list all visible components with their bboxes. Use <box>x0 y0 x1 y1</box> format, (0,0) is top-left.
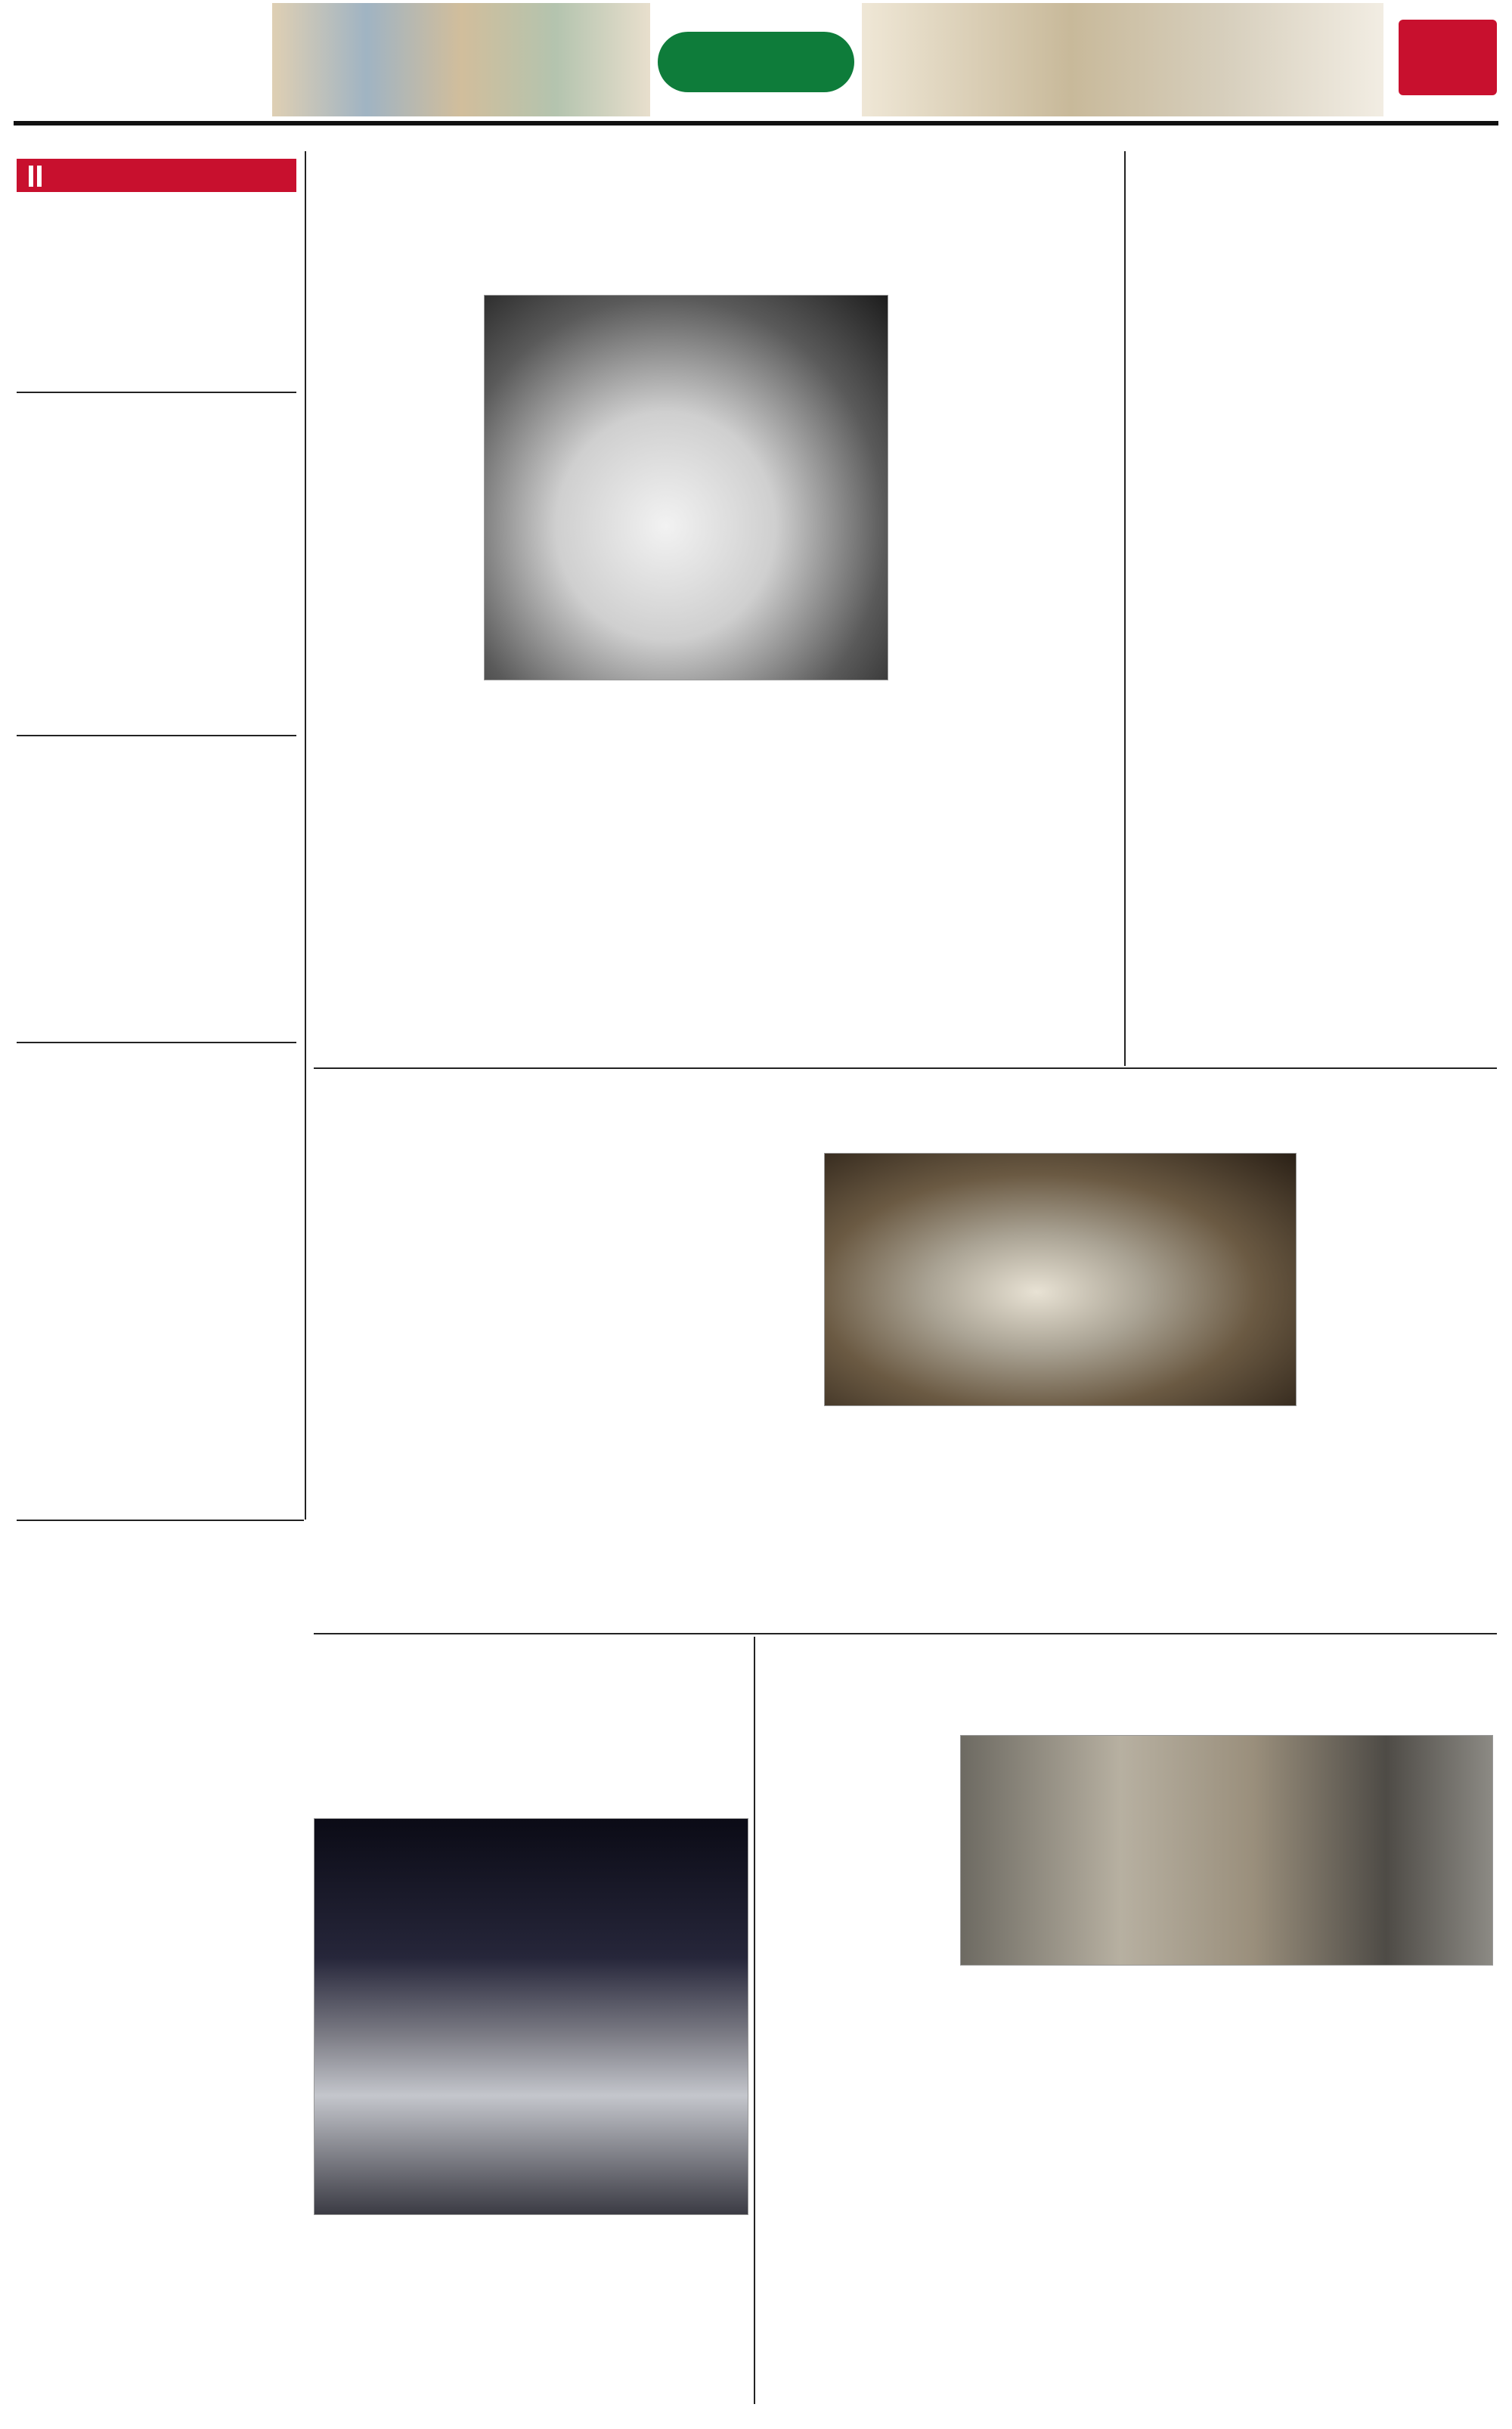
brief-item <box>17 401 296 727</box>
brief-divider <box>17 1042 296 1043</box>
brief-body <box>17 401 296 727</box>
water-column-4 <box>1304 1153 1493 1629</box>
masthead <box>0 0 1512 121</box>
water-column-3 <box>1058 1414 1297 1629</box>
fire-headline <box>1134 155 1489 276</box>
lead-column-4 <box>900 299 1115 1062</box>
section-rule <box>314 1067 1497 1069</box>
briefs-column <box>17 159 296 1512</box>
lead-photo-drugs <box>484 295 888 680</box>
fire-column-2 <box>1315 280 1493 1062</box>
briefs-column-rule <box>305 151 306 1520</box>
cyber-photo-factory <box>314 1818 748 2215</box>
water-headline <box>643 1072 1493 1148</box>
lead-column-1 <box>314 299 476 1062</box>
brief-divider <box>17 392 296 393</box>
brief-item <box>17 744 296 1034</box>
faridabad-headline <box>760 1639 1493 1730</box>
brief-item <box>17 203 296 384</box>
lead-headline <box>314 155 1115 291</box>
faridabad-column-3 <box>1225 1973 1493 2404</box>
water-photo-tap <box>824 1153 1297 1406</box>
masthead-rule <box>14 121 1498 125</box>
section-rule <box>314 1633 1497 1634</box>
brief-item <box>17 1051 296 1323</box>
faridabad-column-1 <box>760 1735 953 2404</box>
livein-headline <box>17 1527 300 1625</box>
brief-body <box>17 744 296 1034</box>
page-number-box <box>1399 20 1497 95</box>
faridabad-photo-crowd <box>960 1735 1493 1966</box>
briefs-header-bar-icon <box>29 166 33 187</box>
masthead-collage-right <box>862 3 1383 116</box>
section-label <box>658 32 854 92</box>
brief-body <box>17 1051 296 1323</box>
cyber-column-2 <box>541 2223 748 2404</box>
lead-column-3 <box>696 692 892 1066</box>
police-body <box>314 1142 635 1625</box>
water-column-2 <box>824 1414 1051 1629</box>
section-rule <box>17 1520 304 1521</box>
water-column-1 <box>643 1153 816 1629</box>
fire-column-1 <box>1134 280 1308 1062</box>
cyber-column-1 <box>314 2223 533 2404</box>
faridabad-column-2 <box>960 1973 1217 2404</box>
police-headline <box>314 1072 631 1139</box>
lead-rule <box>1124 151 1126 1066</box>
lead-column-2 <box>484 692 688 1066</box>
brief-body <box>17 203 296 384</box>
briefs-header <box>17 159 296 192</box>
bottom-section-rule <box>754 1637 755 2404</box>
brief-divider <box>17 735 296 736</box>
cyber-headline <box>314 1639 745 1813</box>
masthead-collage <box>272 3 650 116</box>
briefs-header-bar-icon <box>37 166 42 187</box>
